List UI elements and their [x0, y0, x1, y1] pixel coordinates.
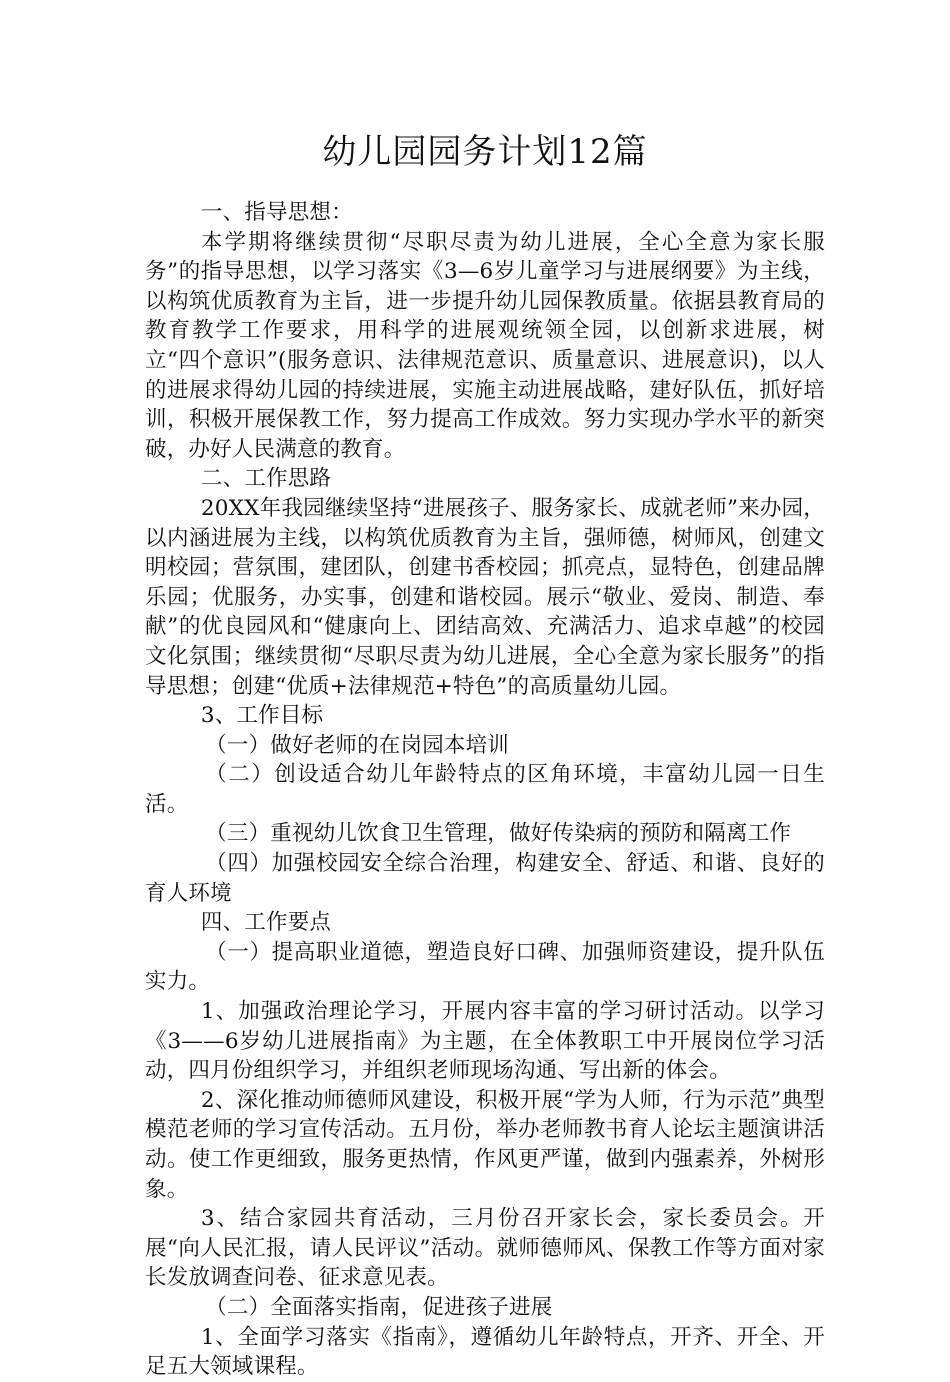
- paragraph-guiding-thought: 本学期将继续贯彻“尽职尽责为幼儿进展，全心全意为家长服务”的指导思想，以学习落实《3—6岁儿童学习与进展纲要》为主线，以构筑优质教育为主旨，进一步提升幼儿园保教质量。依据县教育局的教育教学工作要求，用科学的进展观统领全园，以创新求进展，树立“四个意识”(服务意识、法律规范意识、质量意识、进展意识)，以人的进展求得幼儿园的持续进展，实施主动进展战略，建好队伍，抓好培训，积极开展保教工作，努力提高工作成效。努力实现办学水平的新突破，办好人民满意的教育。: [145, 229, 825, 462]
- key-point-item-2: 2、深化推动师德师风建设，积极开展“学为人师，行为示范”典型模范老师的学习宣传活动。五月份，举办老师教书育人论坛主题演讲活动。使工作更细致，服务更热情，作风更严谨，做到内强素养，外树形象。: [145, 1087, 825, 1202]
- document-page: [145, 128, 825, 1382]
- section-heading-work-goals: 3、工作目标: [200, 703, 324, 729]
- goal-item-2: （二）创设适合幼儿年龄特点的区角环境，丰富幼儿园一日生活。: [145, 762, 825, 817]
- document-title: 幼儿园园务计划12篇: [322, 132, 648, 172]
- subsection-heading-ethics: （一）提高职业道德，塑造良好口碑、加强师资建设，提升队伍实力。: [145, 939, 825, 995]
- section-heading-work-approach: 二、工作思路: [200, 466, 332, 492]
- key-point-item-1: 1、加强政治理论学习，开展内容丰富的学习研讨活动。以学习《3——6岁幼儿进展指南》为主题，在全体教职工中开展岗位学习活动，四月份组织学习，并组织老师现场沟通、写出新的体会。: [145, 999, 825, 1084]
- key-point-item-3: 3、结合家园共育活动，三月份召开家长会，家长委员会。开展“向人民汇报，请人民评议”活动。就师德师风、保教工作等方面对家长发放调查问卷、征求意见表。: [145, 1206, 825, 1291]
- goal-item-4: （四）加强校园安全综合治理，构建安全、舒适、和谐、良好的育人环境: [145, 851, 825, 906]
- section-heading-key-points: 四、工作要点: [200, 910, 332, 936]
- subsection-heading-guide: （二）全面落实指南，促进孩子进展: [205, 1294, 553, 1320]
- section-heading-guiding-thought: 一、指导思想：: [200, 200, 353, 225]
- goal-item-3: （三）重视幼儿饮食卫生管理，做好传染病的预防和隔离工作: [205, 821, 792, 847]
- goal-item-1: （一）做好老师的在岗园本培训: [205, 732, 509, 758]
- guide-item-1: 1、全面学习落实《指南》，遵循幼儿年龄特点，开齐、开全、开足五大领域课程。: [145, 1324, 825, 1380]
- paragraph-work-approach: 20XX年我园继续坚持“进展孩子、服务家长、成就老师”来办园，以内涵进展为主线，以构筑优质教育为主旨，强师德，树师风，创建文明校园；营氛围，建团队，创建书香校园；抓亮点，显特色，创建品牌乐园；优服务，办实事，创建和谐校园。展示“敬业、爱岗、制造、奉献”的优良园风和“健康向上、团结高效、充满活力、追求卓越”的校园文化氛围；继续贯彻“尽职尽责为幼儿进展，全心全意为家长服务”的指导思想；创建“优质+法律规范+特色”的高质量幼儿园。: [145, 495, 825, 699]
